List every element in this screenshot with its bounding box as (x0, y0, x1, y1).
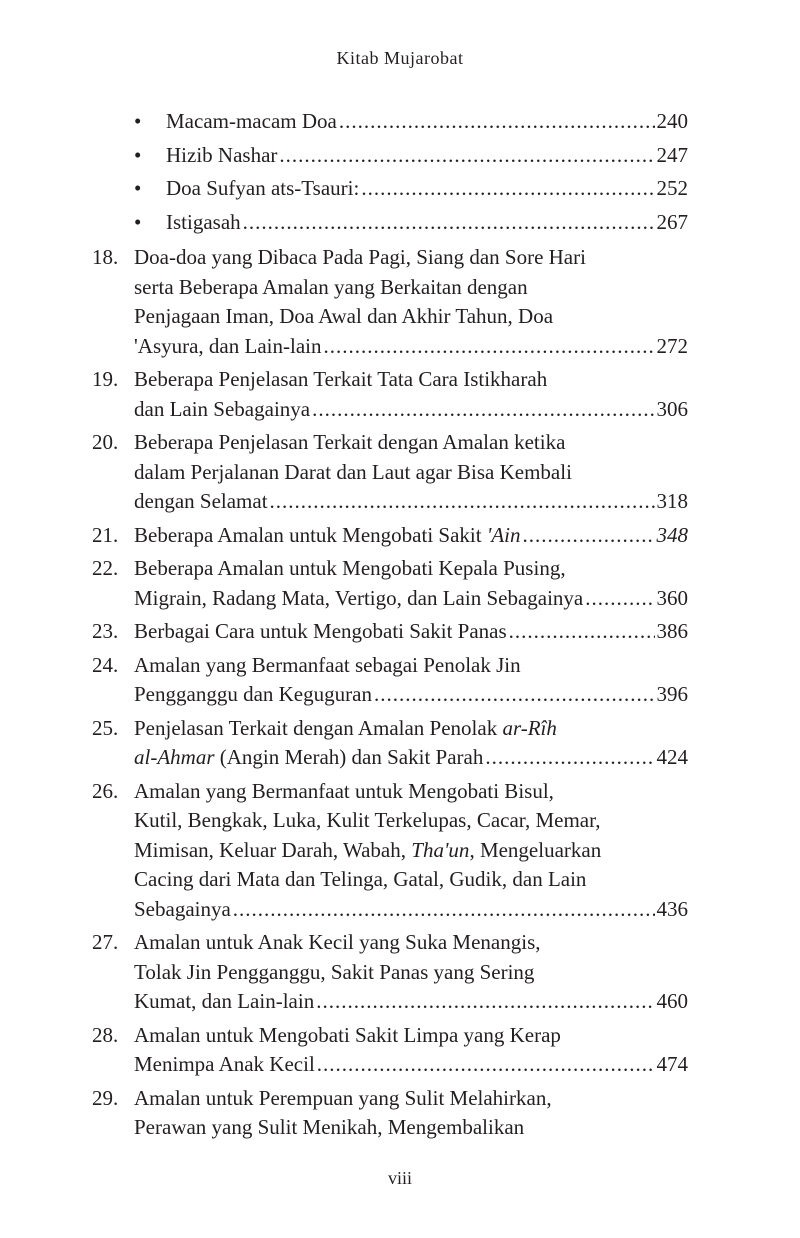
toc-page-ref: 436 (656, 896, 688, 921)
toc-entry-italic-term: Tha'un (411, 837, 470, 862)
toc-page-ref: 396 (656, 682, 688, 706)
bullet-marker: • (134, 176, 142, 200)
toc-entry-line: Kutil, Bengkak, Luka, Kulit Terkelupas, Cacar, Memar, (134, 808, 601, 832)
dot-leader (509, 617, 655, 647)
toc-entry-italic-term: ar-Rîh (502, 715, 557, 740)
dot-leader (233, 895, 655, 925)
toc-page-ref: 267 (656, 209, 688, 234)
dot-leader (361, 174, 654, 204)
toc-entry-number: 25. (92, 715, 119, 740)
toc-entry-line: Beberapa Penjelasan Terkait Tata Cara Istikharah (134, 367, 548, 391)
dot-leader (374, 680, 655, 710)
toc-subentry (0, 141, 688, 171)
toc-entry-line: Amalan untuk Mengobati Sakit Limpa yang Kerap (134, 1022, 561, 1047)
toc-entry-number: 27. (92, 930, 119, 954)
toc-entry (0, 1021, 688, 1080)
toc-entry (0, 365, 688, 424)
toc-entry-line: Tolak Jin Pengganggu, Sakit Panas yang Sering (134, 959, 535, 984)
toc-page-ref: 424 (656, 745, 688, 769)
bullet-marker: • (134, 209, 142, 234)
toc-entry-line: , Mengeluarkan (469, 837, 602, 862)
toc-page-ref: 318 (656, 489, 688, 513)
toc-page-ref: 386 (656, 619, 688, 643)
toc-entry-line: Pengganggu dan Keguguran (134, 682, 372, 706)
dot-leader (323, 332, 654, 362)
toc-entry-title: Macam-macam Doa (166, 109, 337, 133)
toc-entry-line: Sebagainya (134, 896, 231, 921)
toc-subentry (0, 174, 688, 204)
toc-entry-line: Amalan yang Bermanfaat untuk Mengobati Bisul, (134, 778, 554, 803)
toc-page-ref: 240 (656, 109, 688, 133)
toc-entry-line: Perawan yang Sulit Menikah, Mengembalikan (134, 1115, 525, 1139)
toc-entry-number: 24. (92, 652, 119, 677)
toc-entry-number: 19. (92, 367, 119, 391)
toc-entry-line: Kumat, dan Lain-lain (134, 989, 315, 1013)
table-of-contents (0, 107, 800, 1147)
toc-entry (0, 777, 688, 925)
dot-leader (312, 395, 654, 425)
toc-entry-number: 23. (92, 619, 119, 643)
toc-entry-line: dalam Perjalanan Darat dan Laut agar Bisa Kembali (134, 459, 572, 484)
toc-page-ref: 306 (656, 396, 688, 421)
toc-entry-line: 'Asyura, dan Lain-lain (134, 333, 322, 358)
toc-entry-line: Amalan untuk Anak Kecil yang Suka Menangis, (134, 930, 541, 954)
toc-entry-line: Amalan yang Bermanfaat sebagai Penolak Jin (134, 652, 521, 677)
toc-page-ref: 348 (656, 522, 688, 547)
toc-entry-line: Penjelasan Terkait dengan Amalan Penolak (134, 715, 498, 740)
toc-subentry (0, 208, 688, 238)
dot-leader (279, 141, 654, 171)
toc-entry (0, 428, 688, 517)
toc-entry (0, 1084, 688, 1143)
toc-entry (0, 554, 688, 613)
toc-entry-number: 20. (92, 430, 119, 454)
toc-page-ref: 252 (656, 176, 688, 200)
toc-entry (0, 243, 688, 361)
bullet-marker: • (134, 109, 142, 133)
toc-entry-number: 22. (92, 556, 119, 580)
toc-entry-line: Berbagai Cara untuk Mengobati Sakit Panas (134, 619, 507, 643)
toc-entry-line: Migrain, Radang Mata, Vertigo, dan Lain Sebagainya (134, 585, 584, 610)
toc-entry (0, 928, 688, 1017)
toc-entry-line: Amalan untuk Perempuan yang Sulit Melahirkan, (134, 1085, 552, 1110)
toc-page-ref: 474 (656, 1052, 688, 1076)
dot-leader (485, 743, 654, 773)
toc-entry-line: Mimisan, Keluar Darah, Wabah, (134, 837, 407, 862)
toc-entry (0, 714, 688, 773)
toc-entry-title: Istigasah (166, 209, 241, 234)
dot-leader (523, 521, 655, 551)
running-header: Kitab Mujarobat (336, 48, 464, 68)
toc-entry-line: Beberapa Amalan untuk Mengobati Kepala Pusing, (134, 556, 566, 580)
toc-entry-number: 28. (92, 1022, 119, 1047)
toc-page-ref: 272 (656, 333, 688, 358)
toc-entry-line: Beberapa Amalan untuk Mengobati Sakit (134, 522, 482, 547)
toc-entry-line: dan Lain Sebagainya (134, 396, 311, 421)
toc-entry-line: serta Beberapa Amalan yang Berkaitan dengan (134, 274, 528, 299)
toc-entry-number: 29. (92, 1085, 119, 1110)
toc-subentry (0, 107, 688, 137)
toc-entry-number: 26. (92, 778, 119, 803)
toc-entry-italic-term: al-Ahmar (134, 745, 215, 769)
dot-leader (316, 987, 654, 1017)
toc-page-ref: 460 (656, 989, 688, 1013)
dot-leader (317, 1050, 655, 1080)
toc-entry-title: Doa Sufyan ats-Tsauri: (166, 176, 360, 200)
toc-entry-title: Hizib Nashar (166, 142, 278, 167)
toc-entry-line: dengan Selamat (134, 489, 268, 513)
toc-entry-line: Cacing dari Mata dan Telinga, Gatal, Gudik, dan Lain (134, 867, 587, 891)
toc-entry-line: Doa-doa yang Dibaca Pada Pagi, Siang dan Sore Hari (134, 245, 586, 269)
toc-entry-line: Penjagaan Iman, Doa Awal dan Akhir Tahun, Doa (134, 304, 554, 328)
toc-entry (0, 521, 688, 551)
dot-leader (339, 107, 655, 137)
toc-entry-line: (Angin Merah) dan Sakit Parah (219, 745, 484, 769)
dot-leader (270, 487, 655, 517)
toc-entry (0, 617, 688, 647)
toc-entry-line: Beberapa Penjelasan Terkait dengan Amalan ketika (134, 430, 566, 454)
toc-page-ref: 247 (656, 142, 688, 167)
toc-entry-number: 18. (92, 245, 119, 269)
toc-page-ref: 360 (656, 585, 688, 610)
dot-leader (585, 584, 654, 614)
toc-entry (0, 651, 688, 710)
toc-entry-line: Menimpa Anak Kecil (134, 1052, 315, 1076)
page-number: viii (387, 1168, 412, 1188)
toc-entry-italic-term: 'Ain (486, 522, 521, 547)
toc-entry-number: 21. (92, 522, 119, 547)
dot-leader (243, 208, 655, 238)
bullet-marker: • (134, 142, 142, 167)
